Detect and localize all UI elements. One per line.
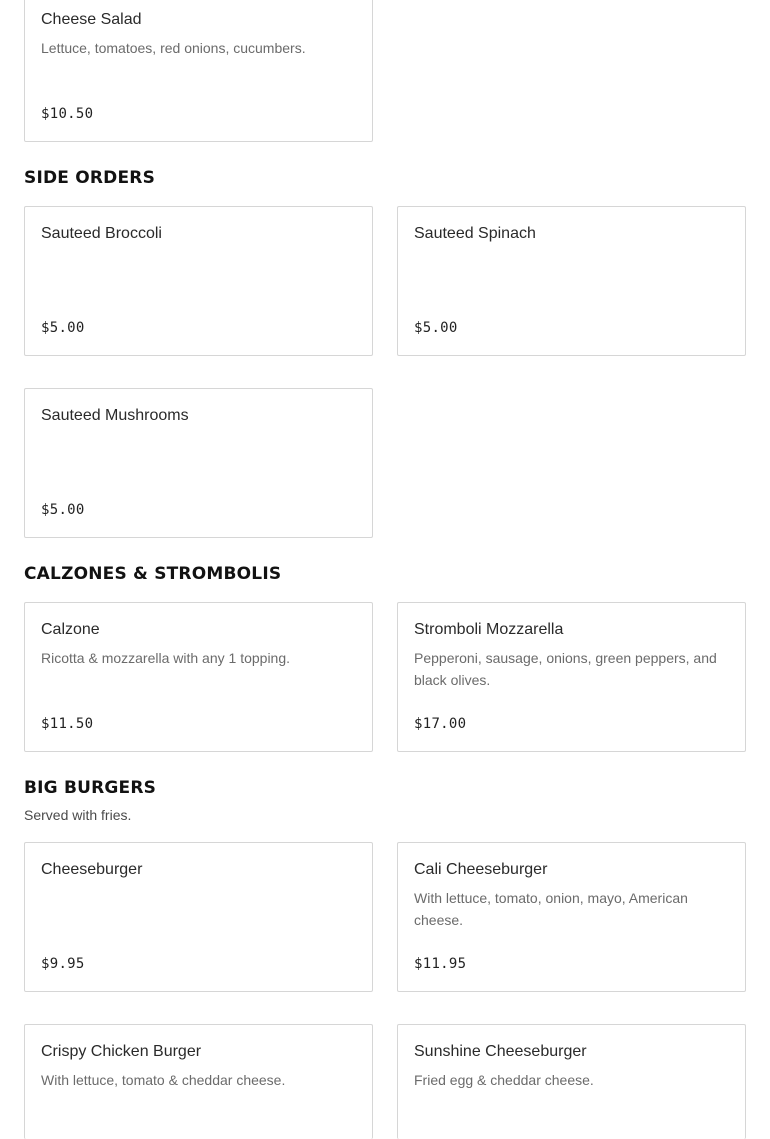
section-title-calzones-strombolis: CALZONES & STROMBOLIS xyxy=(24,564,282,584)
item-price: $5.00 xyxy=(41,502,85,518)
menu-item-card[interactable] xyxy=(24,388,373,538)
menu-item-card[interactable] xyxy=(24,206,373,356)
item-description: With lettuce, tomato & cheddar cheese. xyxy=(41,1072,286,1088)
menu-item-card[interactable] xyxy=(24,1024,373,1139)
item-name: Sunshine Cheeseburger xyxy=(414,1043,587,1060)
item-description: Pepperoni, sausage, onions, green peppers, and black olives. xyxy=(414,650,717,688)
item-name: Sauteed Broccoli xyxy=(41,225,162,242)
section-note: Served with fries. xyxy=(24,807,132,823)
item-name: Cheese Salad xyxy=(41,11,142,28)
item-price: $11.95 xyxy=(414,956,467,972)
item-name: Stromboli Mozzarella xyxy=(414,621,564,638)
menu-item-card[interactable] xyxy=(24,0,373,142)
section-title-side-orders: SIDE ORDERS xyxy=(24,168,156,188)
menu-item-card[interactable] xyxy=(24,602,373,752)
item-name: Crispy Chicken Burger xyxy=(41,1043,202,1060)
section-title-big-burgers: BIG BURGERS xyxy=(24,778,157,798)
menu-item-card[interactable] xyxy=(397,1024,746,1139)
menu-item-card[interactable] xyxy=(397,206,746,356)
menu-item-card[interactable] xyxy=(397,602,746,752)
item-description: Lettuce, tomatoes, red onions, cucumbers. xyxy=(41,40,306,56)
item-price: $9.95 xyxy=(41,956,85,972)
item-name: Sauteed Spinach xyxy=(414,225,536,242)
item-price: $17.00 xyxy=(414,716,467,732)
menu-item-card[interactable] xyxy=(24,842,373,992)
item-price: $11.50 xyxy=(41,716,94,732)
item-price: $5.00 xyxy=(414,320,458,336)
item-description: Fried egg & cheddar cheese. xyxy=(414,1072,594,1088)
item-name: Calzone xyxy=(41,621,100,638)
item-price: $5.00 xyxy=(41,320,85,336)
item-price: $10.50 xyxy=(41,106,94,122)
item-name: Cali Cheeseburger xyxy=(414,861,548,878)
item-description: Ricotta & mozzarella with any 1 topping. xyxy=(41,650,291,666)
item-name: Sauteed Mushrooms xyxy=(41,407,189,424)
item-name: Cheeseburger xyxy=(41,861,143,878)
menu-item-card[interactable] xyxy=(397,842,746,992)
item-description: With lettuce, tomato, onion, mayo, American cheese. xyxy=(414,890,688,928)
